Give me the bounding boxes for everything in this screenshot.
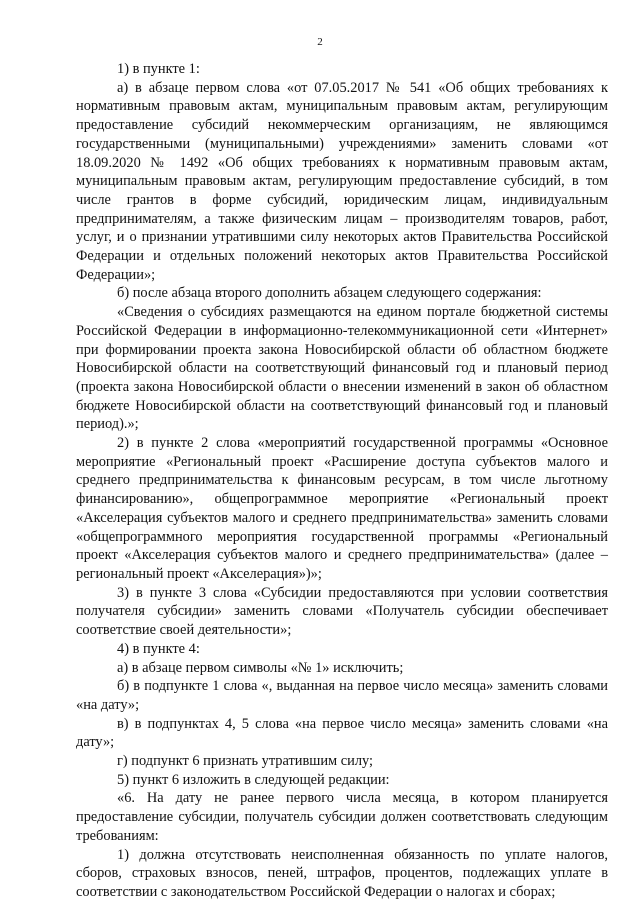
paragraph-item-4b: б) в подпункте 1 слова «, выданная на первое число месяца» заменить словами «на дату»; xyxy=(76,678,608,713)
paragraph-item-1b: б) после абзаца второго дополнить абзацем следующего содержания: xyxy=(117,285,542,302)
page-number: 2 xyxy=(317,36,323,48)
document-body xyxy=(76,60,608,902)
paragraph-requirement-1: 1) должна отсутствовать неисполненная обязанность по уплате налогов, сборов, страховых взносов, пеней, штрафов, процентов, подлежащих уплате в соответствии с законодательством Российской Федерации о налогах и сборах; xyxy=(76,846,608,900)
paragraph-item-2: 2) в пункте 2 слова «мероприятий государственной программы «Основное мероприятие «Региональный проект «Расширение доступа субъектов малого и среднего предпринимательства к финансовым ресурсам, в том числе льготному финансированию», общепрограммное мероприятие «Региональный проект «Акселерация субъектов малого и среднего предпринимательства» заменить словами «общепрограммного мероприятия государственной программы «Региональный проект «Акселерация субъектов малого и среднего предпринимательства» (далее – региональный проект «Акселерация»)»; xyxy=(76,435,608,582)
paragraph-quote-item-6: «6. На дату не ранее первого числа месяца, в котором планируется предоставление субсидии, получатель субсидии должен соответствовать следующим требованиям: xyxy=(76,790,608,844)
paragraph-item-1a: а) в абзаце первом слова «от 07.05.2017 № 541 «Об общих требованиях к нормативным правовым актам, муниципальным правовым актам, регулирующим предоставление субсидий некоммерческим организациям, не являющимся государственными (муниципальными) учреждениями» заменить словами «от 18.09.2020 № 1492 «Об общих требованиях к нормативным правовым актам, муниципальным правовым актам, регулирующим предоставление субсидий, в том числе грантов в форме субсидий, юридическим лицам, индивидуальным предпринимателям, а также физическим лицам – производителям товаров, работ, услуг, и о признании утратившими силу некоторых актов Правительства Российской Федерации и отдельных положений некоторых актов Правительства Российской Федерации»; xyxy=(76,79,608,283)
paragraph-item-1: 1) в пункте 1: xyxy=(117,61,200,77)
paragraph-item-4g: г) подпункт 6 признать утратившим силу; xyxy=(117,753,374,770)
paragraph-item-5: 5) пункт 6 изложить в следующей редакции: xyxy=(117,771,390,788)
paragraph-item-4a: а) в абзаце первом символы «№ 1» исключить; xyxy=(117,659,404,676)
paragraph-item-3: 3) в пункте 3 слова «Субсидии предоставляются при условии соответствия получателя субсидии» заменить словами «Получатель субсидии обеспечивает соответствие своей деятельности»; xyxy=(76,584,608,639)
paragraph-item-4: 4) в пункте 4: xyxy=(117,640,200,657)
paragraph-item-4v: в) в подпунктах 4, 5 слова «на первое число месяца» заменить словами «на дату»; xyxy=(76,715,608,751)
paragraph-quote-subsidy-info: «Сведения о субсидиях размещаются на едином портале бюджетной системы Российской Федерации в информационно-телекоммуникационной сети «Интернет» при формировании проекта закона Новосибирской области об областном бюджете Новосибирской области на соответствующий финансовый год и плановый период (проекта закона Новосибирской области о внесении изменений в закон об областном бюджете Новосибирской области на соответствующий финансовый год и плановый период).»; xyxy=(76,304,608,433)
